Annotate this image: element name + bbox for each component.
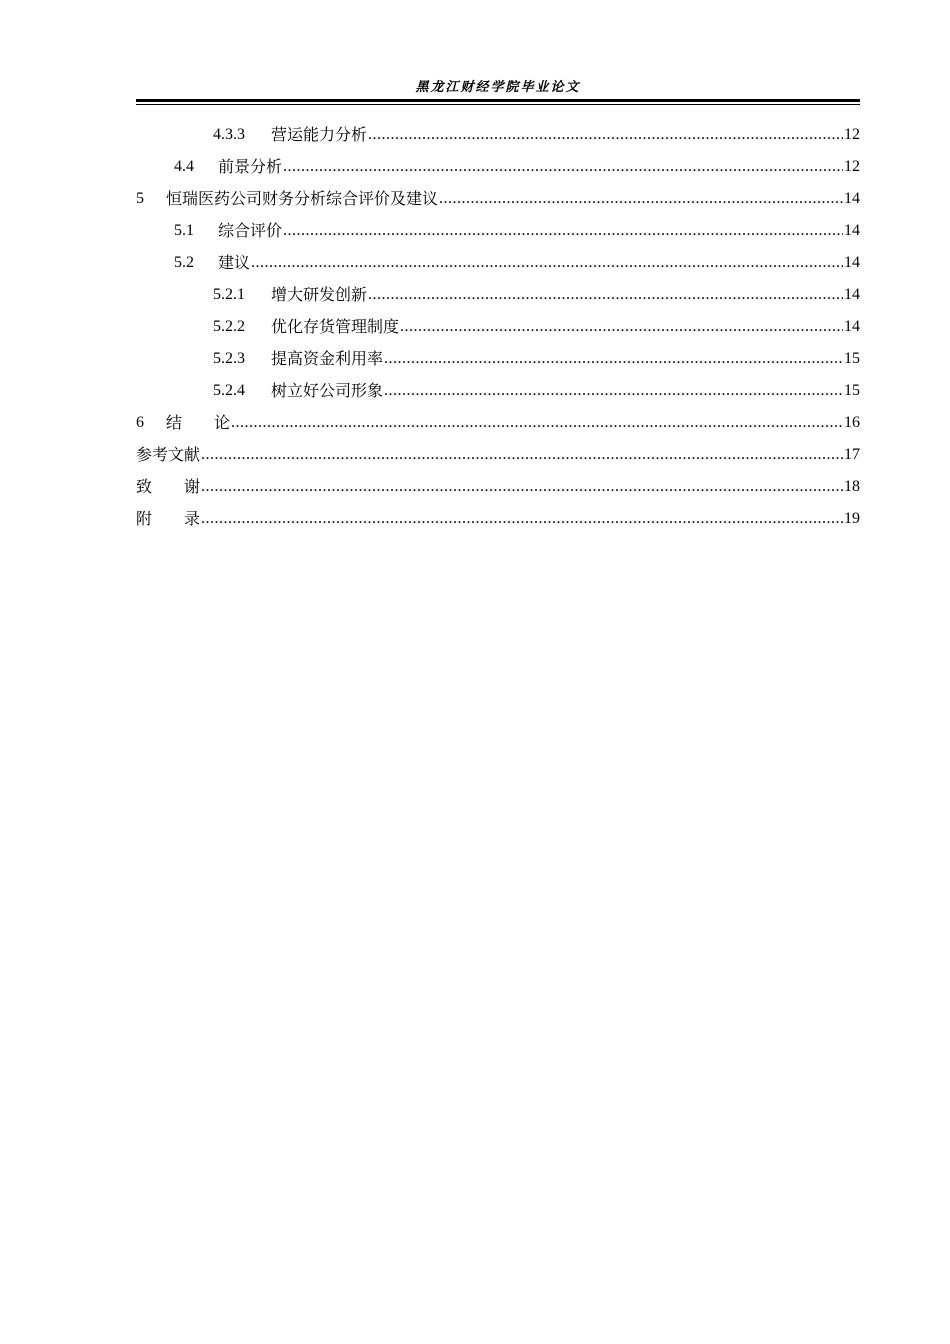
toc-entry[interactable] <box>136 247 860 279</box>
toc-entry[interactable] <box>136 471 860 503</box>
toc-dot-leader <box>368 279 843 311</box>
toc-entry-title: 营运能力分析 <box>271 125 368 144</box>
toc-dot-leader <box>201 471 843 503</box>
toc-entry-page: 12 <box>844 158 860 175</box>
toc-entry-title: 参考文献 <box>136 445 201 464</box>
toc-entry-page: 15 <box>844 350 860 367</box>
toc-dot-leader <box>283 215 843 247</box>
toc-entry-title <box>136 503 200 535</box>
toc-entry-title: 树立好公司形象 <box>271 381 384 400</box>
toc-dot-leader <box>231 407 843 439</box>
toc-entry-title-part: 结 <box>166 413 183 432</box>
toc-dot-leader <box>368 119 843 151</box>
toc-entry[interactable] <box>136 119 860 151</box>
toc-entry-title: 增大研发创新 <box>271 285 368 304</box>
toc-entry[interactable] <box>136 183 860 215</box>
toc-entry[interactable] <box>136 343 860 375</box>
toc-entry-title: 提高资金利用率 <box>271 349 384 368</box>
page-header-title: 黑龙江财经学院毕业论文 <box>415 80 581 95</box>
toc-entry-title <box>166 407 230 439</box>
toc-entry-page: 19 <box>844 510 860 527</box>
toc-entry-page: 14 <box>844 254 860 271</box>
toc-entry-number: 5.2.1 <box>213 286 245 303</box>
toc-dot-leader <box>384 343 843 375</box>
toc-dot-leader <box>400 311 843 343</box>
toc-entry-number: 5.1 <box>174 222 194 239</box>
toc-entry-number: 4.4 <box>174 158 194 175</box>
toc-entry[interactable] <box>136 375 860 407</box>
toc-entry-number: 4.3.3 <box>213 126 245 143</box>
toc-entry-number: 5.2.3 <box>213 350 245 367</box>
toc-entry-title-part: 谢 <box>184 477 201 496</box>
toc-dot-leader <box>283 151 843 183</box>
toc-dot-leader <box>384 375 843 407</box>
toc-entry-title: 恒瑞医药公司财务分析综合评价及建议 <box>166 189 439 208</box>
table-of-contents <box>136 119 860 535</box>
toc-entry-title: 优化存货管理制度 <box>271 317 400 336</box>
toc-entry-page: 14 <box>844 190 860 207</box>
toc-entry-title: 综合评价 <box>218 221 283 240</box>
toc-dot-leader <box>251 247 843 279</box>
toc-entry-number: 5.2.2 <box>213 318 245 335</box>
toc-entry[interactable] <box>136 439 860 471</box>
toc-entry-title: 建议 <box>218 253 251 272</box>
toc-entry-page: 17 <box>844 446 860 463</box>
toc-dot-leader <box>439 183 843 215</box>
toc-entry[interactable] <box>136 311 860 343</box>
toc-entry[interactable] <box>136 215 860 247</box>
toc-entry[interactable] <box>136 279 860 311</box>
toc-entry[interactable] <box>136 407 860 439</box>
toc-entry-page: 14 <box>844 286 860 303</box>
toc-entry-title-part: 致 <box>136 477 153 496</box>
toc-entry-title: 前景分析 <box>218 157 283 176</box>
header-rule-thin <box>136 104 860 105</box>
header-rule-thick <box>136 99 860 102</box>
toc-dot-leader <box>201 503 843 535</box>
toc-entry-page: 16 <box>844 414 860 431</box>
toc-entry-page: 14 <box>844 318 860 335</box>
toc-entry-title-part: 录 <box>184 509 201 528</box>
toc-entry[interactable] <box>136 151 860 183</box>
toc-entry-page: 18 <box>844 478 860 495</box>
toc-dot-leader <box>201 439 843 471</box>
toc-entry-page: 12 <box>844 126 860 143</box>
toc-entry-number: 5.2.4 <box>213 382 245 399</box>
toc-entry[interactable] <box>136 503 860 535</box>
toc-entry-page: 14 <box>844 222 860 239</box>
toc-entry-title-part: 论 <box>214 413 231 432</box>
toc-entry-number: 6 <box>136 414 144 431</box>
toc-entry-page: 15 <box>844 382 860 399</box>
toc-entry-number: 5 <box>136 190 144 207</box>
toc-entry-number: 5.2 <box>174 254 194 271</box>
toc-entry-title-part: 附 <box>136 509 153 528</box>
toc-entry-title <box>136 471 200 503</box>
